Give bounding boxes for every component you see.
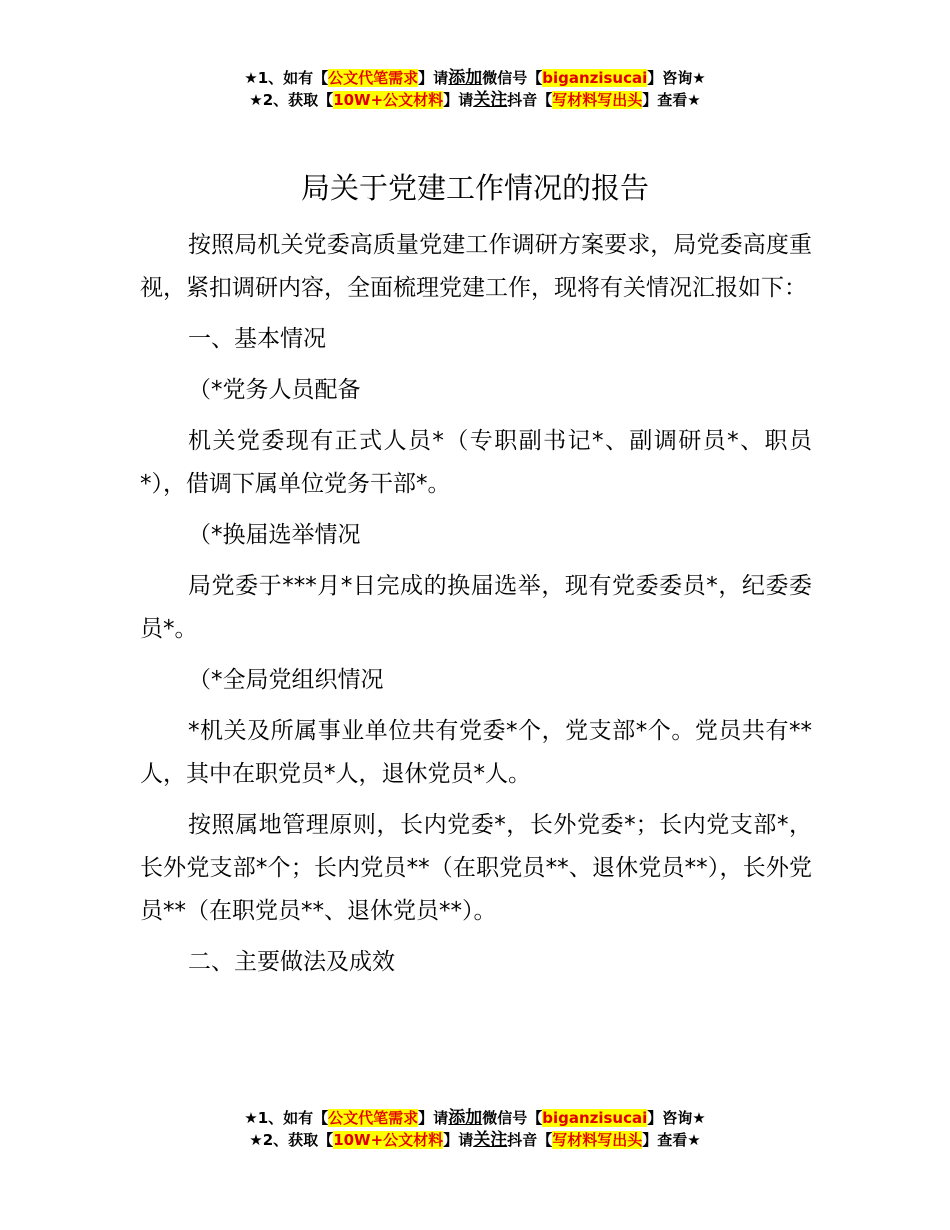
paragraph-intro: 按照局机关党委高质量党建工作调研方案要求，局党委高度重视，紧扣调研内容，全面梳理党建工作，现将有关情况汇报如下： <box>140 232 812 301</box>
promo-line-1: ★1、如有【公文代笔需求】请添加微信号【biganzisucai】咨询★ <box>244 68 706 88</box>
promo-banner-top <box>0 67 950 111</box>
highlight-wechat-id: biganzisucai <box>542 69 648 87</box>
highlight-ghostwriting: 公文代笔需求 <box>328 1109 419 1127</box>
subheading-staffing: （*党务人员配备 <box>188 377 361 403</box>
highlight-douyin: 写材料写出头 <box>552 1131 643 1149</box>
highlight-ghostwriting: 公文代笔需求 <box>328 69 419 87</box>
paragraph-staffing: 机关党委现有正式人员*（专职副书记*、副调研员*、职员*），借调下属单位党务干部*。 <box>140 428 813 497</box>
highlight-wechat-id: biganzisucai <box>542 1109 648 1127</box>
underline-add: 添加 <box>448 68 483 88</box>
highlight-douyin: 写材料写出头 <box>552 91 643 109</box>
heading-main-practices: 二、主要做法及成效 <box>188 949 395 975</box>
promo-line-2: ★2、获取【10W+公文材料】请关注抖音【写材料写出头】查看★ <box>249 1130 701 1150</box>
subheading-organization: （*全局党组织情况 <box>188 667 384 693</box>
highlight-materials: 10W+公文材料 <box>333 91 444 109</box>
promo-banner-bottom <box>0 1107 950 1151</box>
underline-follow: 关注 <box>473 1130 508 1150</box>
document-body <box>140 224 812 992</box>
promo-line-1: ★1、如有【公文代笔需求】请添加微信号【biganzisucai】咨询★ <box>244 1108 706 1128</box>
heading-basic-situation: 一、基本情况 <box>188 326 326 352</box>
highlight-materials: 10W+公文材料 <box>333 1131 444 1149</box>
paragraph-territorial: 按照属地管理原则，长内党委*，长外党委*；长内党支部*，长外党支部*个；长内党员**（在职党员**、退休党员**），长外党员**（在职党员**、退休党员**）。 <box>140 812 812 924</box>
paragraph-organization: *机关及所属事业单位共有党委*个，党支部*个。党员共有**人，其中在职党员*人，退休党员*人。 <box>140 718 812 787</box>
paragraph-election: 局党委于***月*日完成的换届选举，现有党委委员*，纪委委员*。 <box>140 573 812 642</box>
subheading-election: （*换届选举情况 <box>188 522 361 548</box>
underline-follow: 关注 <box>473 90 508 110</box>
document-title: 局关于党建工作情况的报告 <box>300 171 649 205</box>
promo-line-2: ★2、获取【10W+公文材料】请关注抖音【写材料写出头】查看★ <box>249 90 701 110</box>
underline-add: 添加 <box>448 1108 483 1128</box>
